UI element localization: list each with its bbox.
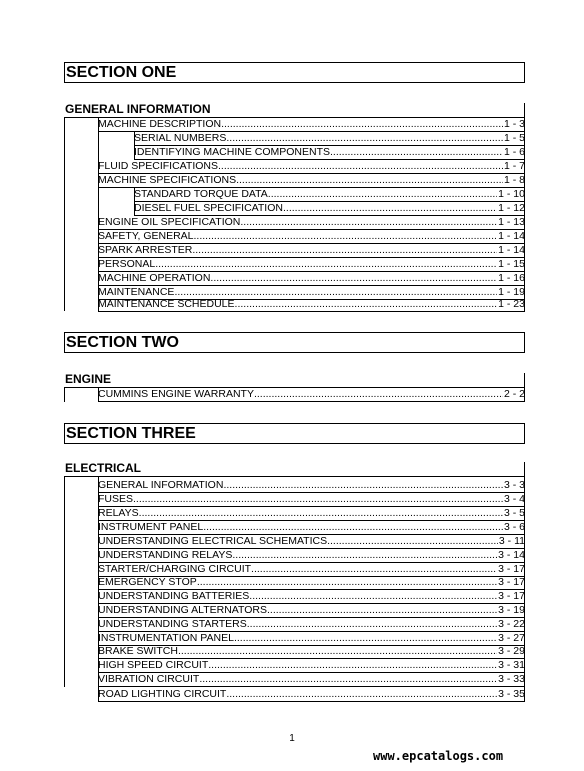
toc-entry-label: SAFETY, GENERAL (98, 230, 194, 242)
toc-entry-page: 3 - 4 (503, 493, 525, 505)
toc-entry[interactable] (98, 118, 525, 132)
toc-entry-label: DIESEL FUEL SPECIFICATION (134, 202, 283, 214)
toc-leader (240, 216, 497, 229)
toc-leader (251, 563, 497, 576)
toc-entry-page: 3 - 35 (498, 688, 525, 700)
toc-entry[interactable] (98, 673, 525, 687)
section-three-title: SECTION THREE (64, 423, 525, 444)
toc-leader (234, 632, 497, 645)
section-two-left-rule (64, 388, 65, 402)
toc-entry-label: FLUID SPECIFICATIONS (98, 160, 218, 172)
toc-entry-page: 1 - 3 (503, 118, 525, 130)
section-one-left-rule (64, 118, 65, 311)
toc-entry-label: INSTRUMENT PANEL (98, 521, 204, 533)
toc-entry[interactable] (98, 521, 525, 535)
toc-leader (249, 590, 497, 603)
toc-entry-label: SERIAL NUMBERS (134, 132, 227, 144)
toc-leader (208, 659, 497, 672)
toc-entry-label: ENGINE OIL SPECIFICATION (98, 216, 241, 228)
toc-entry-page: 1 - 12 (498, 202, 525, 214)
toc-leader (232, 549, 497, 562)
toc-entry[interactable] (98, 549, 525, 563)
toc-entry-page: 3 - 14 (498, 549, 525, 561)
toc-entry-page: 3 - 17 (498, 576, 525, 588)
toc-entry-label: HIGH SPEED CIRCUIT (98, 659, 209, 671)
toc-entry-page: 3 - 5 (503, 507, 525, 519)
toc-leader (210, 272, 497, 285)
section-one-subtitle: GENERAL INFORMATION (64, 103, 525, 118)
toc-entry-page: 1 - 6 (503, 146, 525, 158)
toc-leader (235, 298, 498, 311)
toc-entry-label: STARTER/CHARGING CIRCUIT (98, 563, 252, 575)
toc-leader (236, 174, 503, 187)
toc-entry-label: SPARK ARRESTER (98, 244, 193, 256)
toc-entry[interactable] (98, 174, 525, 188)
toc-entry-label: UNDERSTANDING BATTERIES (98, 590, 250, 602)
toc-leader (226, 132, 503, 145)
toc-entry[interactable] (98, 645, 525, 659)
toc-entry-page: 3 - 6 (503, 521, 525, 533)
toc-leader (327, 535, 498, 548)
toc-entry[interactable] (134, 146, 525, 160)
toc-entry-page: 1 - 8 (503, 174, 525, 186)
toc-entry-page: 1 - 23 (498, 298, 525, 310)
section-two-title: SECTION TWO (64, 332, 525, 353)
toc-leader (197, 576, 497, 589)
toc-entry-label: MAINTENANCE (98, 286, 175, 298)
toc-entry[interactable] (98, 479, 525, 493)
toc-entry-page: 1 - 13 (498, 216, 525, 228)
toc-entry-page: 1 - 19 (498, 286, 525, 298)
toc-entry-label: UNDERSTANDING ALTERNATORS (98, 604, 267, 616)
toc-entry-label: BRAKE SWITCH (98, 645, 178, 657)
toc-leader (133, 493, 503, 506)
section-three-subtitle: ELECTRICAL (64, 462, 525, 477)
toc-entry-label: MACHINE DESCRIPTION (98, 118, 222, 130)
toc-entry-page: 3 - 3 (503, 479, 525, 491)
toc-entry[interactable] (98, 160, 525, 174)
toc-leader (218, 160, 503, 173)
section-one-title: SECTION ONE (64, 62, 525, 83)
toc-entry-label: UNDERSTANDING ELECTRICAL SCHEMATICS (98, 535, 328, 547)
toc-entry[interactable] (98, 230, 525, 244)
toc-entry[interactable] (98, 216, 525, 230)
toc-entry-page: 1 - 15 (498, 258, 525, 270)
toc-leader (221, 118, 503, 131)
toc-entry[interactable] (98, 535, 525, 549)
toc-entry-label: UNDERSTANDING RELAYS (98, 549, 233, 561)
toc-entry-label: CUMMINS ENGINE WARRANTY (98, 388, 254, 400)
toc-entry-label: UNDERSTANDING STARTERS (98, 618, 247, 630)
toc-entry-label: MACHINE SPECIFICATIONS (98, 174, 237, 186)
toc-leader (283, 202, 497, 215)
toc-entry[interactable] (98, 604, 525, 618)
toc-entry-label: EMERGENCY STOP (98, 576, 197, 588)
toc-entry[interactable] (98, 590, 525, 604)
toc-entry[interactable] (98, 244, 525, 258)
toc-entry[interactable] (98, 688, 525, 702)
toc-leader (203, 521, 503, 534)
toc-entry[interactable] (134, 202, 525, 216)
toc-leader (223, 479, 503, 492)
toc-entry-page: 3 - 29 (498, 645, 525, 657)
toc-entry-page: 1 - 10 (498, 188, 525, 200)
toc-leader (194, 230, 498, 243)
toc-leader (155, 258, 497, 271)
toc-entry[interactable] (98, 493, 525, 507)
toc-entry-page: 3 - 27 (498, 632, 525, 644)
toc-entry-page: 3 - 11 (498, 535, 525, 547)
toc-entry-page: 3 - 22 (498, 618, 525, 630)
section-three-left-rule (64, 477, 65, 687)
toc-entry-label: RELAYS (98, 507, 139, 519)
toc-entry[interactable] (98, 507, 525, 521)
section-two-subtitle: ENGINE (64, 373, 525, 388)
toc-entry-label: STANDARD TORQUE DATA (134, 188, 268, 200)
toc-leader (254, 388, 503, 401)
toc-entry-label: GENERAL INFORMATION (98, 479, 224, 491)
toc-entry[interactable] (134, 132, 525, 146)
toc-leader (268, 188, 497, 201)
toc-entry-label: IDENTIFYING MACHINE COMPONENTS (134, 146, 331, 158)
toc-entry[interactable] (134, 188, 525, 202)
toc-entry-page: 1 - 16 (498, 272, 525, 284)
toc-entry-label: ROAD LIGHTING CIRCUIT (98, 688, 227, 700)
toc-entry-page: 1 - 14 (498, 230, 525, 242)
toc-leader (267, 604, 497, 617)
toc-leader (192, 244, 497, 257)
toc-entry-page: 2 - 2 (503, 388, 525, 400)
toc-entry-page: 3 - 31 (498, 659, 525, 671)
toc-leader (226, 688, 497, 701)
toc-entry[interactable] (98, 618, 525, 632)
toc-entry-page: 1 - 5 (503, 132, 525, 144)
toc-leader (247, 618, 497, 631)
toc-entry[interactable] (98, 632, 525, 646)
watermark: www.epcatalogs.com (373, 749, 504, 763)
toc-entry-label: FUSES (98, 493, 134, 505)
toc-entry[interactable] (98, 272, 525, 286)
toc-entry-label: MACHINE OPERATION (98, 272, 211, 284)
toc-leader (178, 645, 497, 658)
toc-entry-label: MAINTENANCE SCHEDULE (98, 298, 235, 310)
toc-entry[interactable] (98, 388, 525, 402)
toc-entry[interactable] (98, 659, 525, 673)
toc-leader (139, 507, 503, 520)
toc-entry-label: PERSONAL (98, 258, 156, 270)
toc-entry[interactable] (98, 298, 525, 312)
toc-entry-label: INSTRUMENTATION PANEL (98, 632, 234, 644)
toc-entry[interactable] (98, 258, 525, 272)
toc-entry-page: 3 - 33 (498, 673, 525, 685)
toc-entry[interactable] (98, 576, 525, 590)
toc-entry-page: 1 - 14 (498, 244, 525, 256)
toc-leader (330, 146, 503, 159)
toc-entry-page: 1 - 7 (503, 160, 525, 172)
toc-entry-page: 3 - 19 (498, 604, 525, 616)
toc-entry-page: 3 - 17 (498, 563, 525, 575)
toc-entry-label: VIBRATION CIRCUIT (98, 673, 200, 685)
toc-leader (199, 673, 497, 686)
toc-entry[interactable] (98, 563, 525, 577)
page-number: 1 (289, 733, 295, 744)
toc-entry-page: 3 - 17 (498, 590, 525, 602)
